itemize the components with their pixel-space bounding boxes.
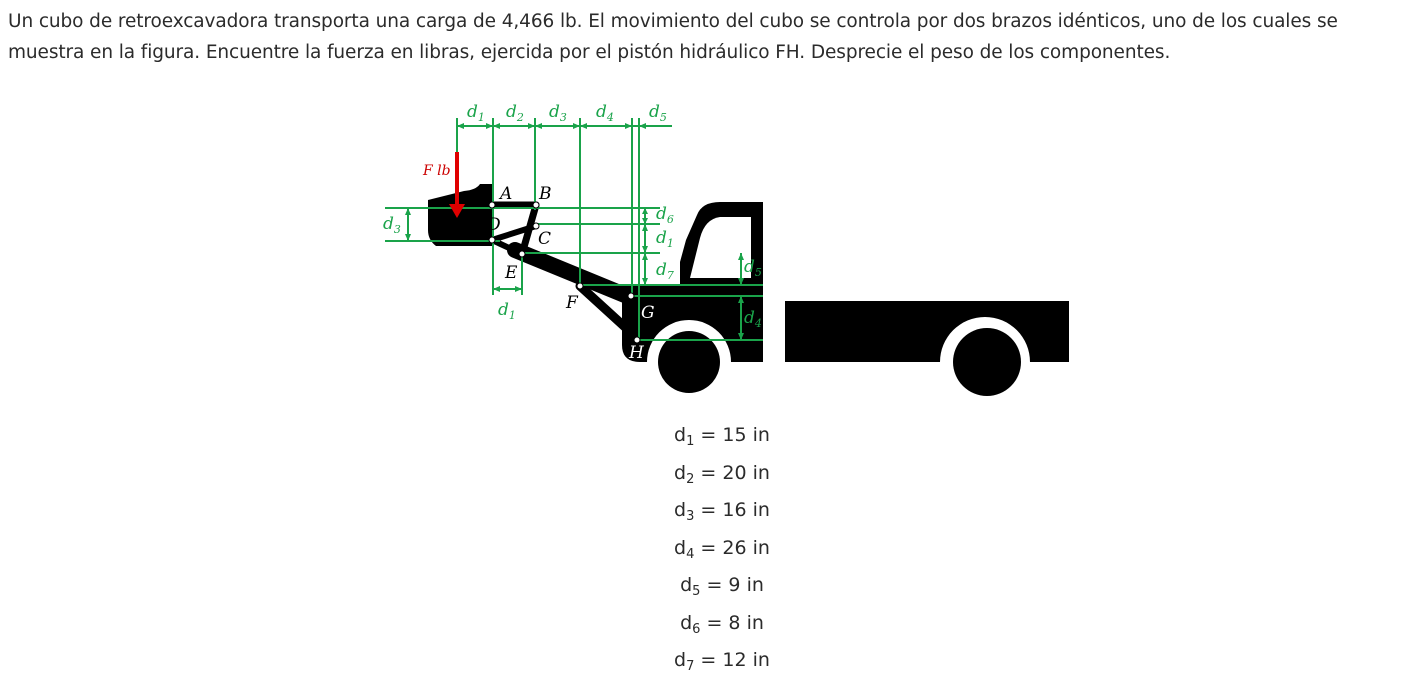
value-d6: $d_6 = 8$ in [680, 611, 764, 637]
dim-label-d1-bottom: $d_1$ [498, 300, 516, 322]
value-d3: $d_3 = 16$ in [674, 499, 770, 524]
value-d1: $d_1 = 15$ in [674, 424, 770, 449]
dim-label-d4-right: $d_4$ [744, 308, 762, 330]
dim-label-d2: $d_2$ [506, 102, 524, 124]
force-arrow [449, 152, 465, 218]
point-label-e: E [505, 263, 518, 283]
dim-label-d3-left: $d_3$ [383, 214, 401, 236]
dimension-values [560, 420, 884, 683]
dim-label-d3-top: $d_3$ [549, 102, 567, 124]
problem-statement: Un cubo de retroexcavadora transporta una carga de 4,466 lb. El movimiento del cubo se controla por dos brazos idénticos, uno de los cuales se muestra en la figura. Encuentre la fuerza en libras, ejercida por el pistón hidráulico FH. Desprecie el peso de los componentes. [8, 11, 1338, 63]
trailer [785, 301, 1069, 396]
dim-label-d1-right: $d_1$ [656, 228, 674, 250]
dim-label-d1-top: $d_1$ [467, 102, 485, 124]
dim-label-d5-top: $d_5$ [649, 102, 667, 124]
point-label-a: A [500, 184, 513, 204]
value-d2: $d_2 = 20$ in [674, 461, 770, 487]
bucket [428, 184, 492, 246]
dim-label-d7: $d_7$ [656, 260, 674, 282]
point-label-c: C [538, 229, 552, 249]
dim-label-d5-right: $d_5$ [744, 257, 762, 279]
point-label-g: G [641, 303, 655, 323]
value-d5: $d_5 = 9$ in [680, 574, 764, 599]
value-d7: $d_7 = 12$ in [674, 649, 770, 674]
point-label-h: H [629, 343, 644, 363]
value-d4: $d_4 = 26$ in [674, 536, 770, 562]
dim-label-d4-top: $d_4$ [596, 102, 614, 124]
force-label: F lb [423, 163, 451, 179]
point-label-d: D [487, 215, 501, 235]
point-label-b: B [539, 184, 552, 204]
point-label-f: F [566, 293, 578, 313]
dim-label-d6: $d_6$ [656, 204, 674, 226]
